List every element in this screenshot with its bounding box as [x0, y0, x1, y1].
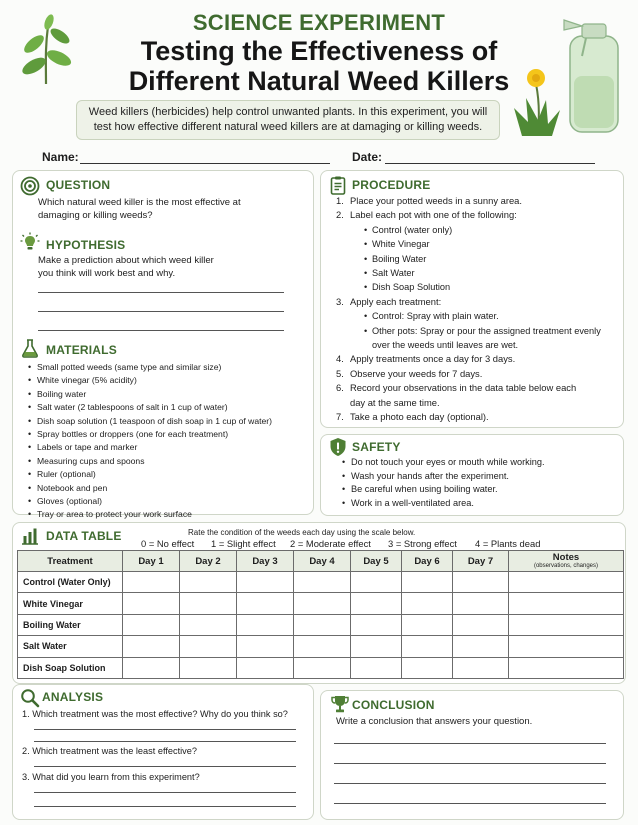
table-cell[interactable]	[453, 614, 509, 635]
table-row	[18, 614, 624, 635]
table-cell[interactable]	[123, 636, 180, 657]
list-item: • Dish Soap Solution	[364, 280, 620, 294]
list-item: • Other pots: Spray or pour the assigned treatment evenly over the weeds until leaves are wet.	[364, 324, 604, 353]
notes-header-sub: (observations, changes)	[533, 562, 599, 569]
col-header: Day 2	[180, 551, 237, 572]
flask-icon	[20, 338, 40, 358]
table-cell[interactable]	[453, 657, 509, 678]
conclusion-line-2[interactable]	[334, 763, 606, 764]
row-label: Dish Soap Solution	[18, 657, 123, 678]
bar-chart-icon	[20, 526, 40, 546]
table-cell[interactable]	[294, 657, 351, 678]
step-2-sublist	[364, 223, 620, 295]
table-cell[interactable]	[180, 636, 237, 657]
col-header: Day 4	[294, 551, 351, 572]
hypothesis-answer-line-3[interactable]	[38, 330, 284, 331]
table-cell[interactable]	[294, 572, 351, 593]
conclusion-title: CONCLUSION	[352, 698, 435, 712]
table-cell[interactable]	[123, 614, 180, 635]
list-item: • Spray bottles or droppers (one for each treatment)	[28, 428, 310, 441]
table-cell[interactable]	[123, 572, 180, 593]
hypothesis-title: HYPOTHESIS	[46, 238, 126, 252]
question-title: QUESTION	[46, 178, 111, 192]
title-line-1: Testing the Effectiveness of	[140, 36, 498, 66]
table-cell[interactable]	[509, 572, 624, 593]
table-cell[interactable]	[237, 636, 294, 657]
table-cell[interactable]	[402, 636, 453, 657]
procedure-step: 3. Apply each treatment: • Control: Spray with plain water. • Other pots: Spray or pour the assigned treatment evenly over the weeds until leaves are wet.	[336, 295, 620, 353]
list-item: • Control (water only)	[364, 223, 620, 237]
col-header: Day 6	[402, 551, 453, 572]
table-cell[interactable]	[237, 593, 294, 614]
table-cell[interactable]	[351, 614, 402, 635]
hypothesis-answer-line-2[interactable]	[38, 311, 284, 312]
notes-header-label: Notes	[552, 551, 580, 563]
procedure-step: 5. Observe your weeds for 7 days.	[336, 367, 483, 379]
table-cell[interactable]	[123, 593, 180, 614]
table-cell[interactable]	[509, 614, 624, 635]
list-item: • Boiling water	[28, 388, 310, 401]
scale-item-1: 1 = Slight effect	[211, 538, 276, 549]
table-cell[interactable]	[237, 657, 294, 678]
table-cell[interactable]	[351, 657, 402, 678]
list-item: • Salt water (2 tablespoons of salt in 1 cup of water)	[28, 401, 310, 414]
table-cell[interactable]	[237, 614, 294, 635]
table-cell[interactable]	[402, 657, 453, 678]
row-label: Control (Water Only)	[18, 572, 123, 593]
materials-list	[28, 361, 310, 522]
conclusion-line-1[interactable]	[334, 743, 606, 744]
table-cell[interactable]	[123, 657, 180, 678]
title-line-2: Different Natural Weed Killers	[128, 66, 510, 96]
date-label: Date:	[352, 150, 383, 164]
materials-title: MATERIALS	[46, 343, 117, 357]
analysis-q3: 3. What did you learn from this experiment?	[22, 772, 200, 782]
intro-box: Weed killers (herbicides) help control unwanted plants. In this experiment, you will test how effective different natural weed killers are at damaging or killing weeds.	[76, 100, 500, 140]
list-item: • Labels or tape and marker	[28, 441, 310, 454]
row-label: Boiling Water	[18, 614, 123, 635]
col-header: Day 5	[351, 551, 402, 572]
data-table	[17, 550, 624, 679]
procedure-title: PROCEDURE	[352, 178, 431, 192]
table-cell[interactable]	[180, 657, 237, 678]
procedure-step: 6. Record your observations in the data table below each day at the same time.	[336, 382, 577, 408]
list-item: • Do not touch your eyes or mouth while working.	[342, 456, 618, 470]
list-item: • Wash your hands after the experiment.	[342, 470, 618, 484]
table-cell[interactable]	[351, 636, 402, 657]
lightbulb-icon	[20, 232, 40, 252]
table-cell[interactable]	[402, 572, 453, 593]
table-row	[18, 593, 624, 614]
shield-icon	[328, 437, 348, 457]
target-icon	[20, 176, 40, 196]
conclusion-text: Write a conclusion that answers your question.	[336, 716, 533, 727]
safety-list	[342, 456, 618, 510]
list-item: • Small potted weeds (same type and similar size)	[28, 361, 310, 374]
table-cell[interactable]	[351, 593, 402, 614]
table-cell[interactable]	[351, 572, 402, 593]
question-text: Which natural weed killer is the most effective at damaging or killing weeds?	[38, 197, 241, 221]
name-label: Name:	[42, 150, 79, 164]
date-line[interactable]	[385, 163, 595, 164]
list-item: • Ruler (optional)	[28, 468, 310, 481]
table-cell[interactable]	[509, 636, 624, 657]
conclusion-line-4[interactable]	[334, 803, 606, 804]
table-cell[interactable]	[294, 636, 351, 657]
scale-item-4: 4 = Plants dead	[475, 538, 541, 549]
table-cell[interactable]	[294, 593, 351, 614]
scale-item-3: 3 = Strong effect	[388, 538, 457, 549]
procedure-step: 4. Apply treatments once a day for 3 days.	[336, 353, 516, 365]
step-3-sublist	[364, 309, 604, 352]
list-item: • Control: Spray with plain water.	[364, 309, 604, 323]
procedure-step: 1. Place your potted weeds in a sunny area.	[336, 195, 522, 206]
scale-item-2: 2 = Moderate effect	[290, 538, 371, 549]
table-cell[interactable]	[180, 593, 237, 614]
scale-item-0: 0 = No effect	[141, 538, 195, 549]
col-header: Day 3	[237, 551, 294, 572]
list-item: • Dish soap solution (1 teaspoon of dish soap in 1 cup of water)	[28, 415, 310, 428]
table-cell[interactable]	[180, 614, 237, 635]
table-cell[interactable]	[509, 593, 624, 614]
row-label: White Vinegar	[18, 593, 123, 614]
list-item: • Be careful when using boiling water.	[342, 483, 618, 497]
table-row	[18, 572, 624, 593]
trophy-icon	[330, 694, 350, 714]
col-header: Day 1	[123, 551, 180, 572]
analysis-q3-line-2[interactable]	[34, 806, 296, 807]
col-header: Treatment	[18, 551, 123, 572]
list-item: • White Vinegar	[364, 237, 620, 251]
table-cell[interactable]	[402, 614, 453, 635]
col-header-notes	[509, 551, 624, 572]
analysis-title: ANALYSIS	[42, 690, 104, 704]
table-cell[interactable]	[453, 636, 509, 657]
procedure-steps	[336, 194, 620, 425]
list-item: • Salt Water	[364, 266, 620, 280]
table-cell[interactable]	[402, 593, 453, 614]
list-item: • Measuring cups and spoons	[28, 455, 310, 468]
conclusion-line-3[interactable]	[334, 783, 606, 784]
table-row	[18, 657, 624, 678]
scale-caption: Rate the condition of the weeds each day using the scale below.	[188, 528, 416, 537]
list-item: • White vinegar (5% acidity)	[28, 374, 310, 387]
table-cell[interactable]	[453, 572, 509, 593]
table-cell[interactable]	[180, 572, 237, 593]
analysis-q2: 2. Which treatment was the least effective?	[22, 746, 197, 756]
clipboard-icon	[328, 175, 348, 195]
row-label: Salt Water	[18, 636, 123, 657]
table-cell[interactable]	[509, 657, 624, 678]
col-header: Day 7	[453, 551, 509, 572]
list-item: • Boiling Water	[364, 252, 620, 266]
table-row	[18, 636, 624, 657]
hypothesis-text: Make a prediction about which weed killer you think will work best and why.	[38, 255, 214, 279]
analysis-q2-line[interactable]	[34, 766, 296, 767]
list-item: • Gloves (optional)	[28, 495, 310, 508]
table-header-row	[18, 551, 624, 572]
table-cell[interactable]	[453, 593, 509, 614]
magnifier-icon	[20, 688, 40, 708]
list-item: • Work in a well-ventilated area.	[342, 497, 618, 511]
table-cell[interactable]	[237, 572, 294, 593]
list-item: • Tray or area to protect your work surface	[28, 508, 310, 521]
safety-title: SAFETY	[352, 440, 401, 454]
list-item: • Notebook and pen	[28, 482, 310, 495]
table-cell[interactable]	[294, 614, 351, 635]
procedure-step: 2. Label each pot with one of the following: • Control (water only) • White Vinegar • Boiling Water • Salt Water • Dish Soap Solution	[336, 208, 620, 294]
data-table-title: DATA TABLE	[46, 529, 122, 543]
name-line[interactable]	[80, 163, 330, 164]
procedure-step: 7. Take a photo each day (optional).	[336, 411, 489, 423]
analysis-q1-line-2[interactable]	[34, 741, 296, 742]
hypothesis-answer-line-1[interactable]	[38, 292, 284, 293]
analysis-q3-line-1[interactable]	[34, 792, 296, 793]
analysis-q1: 1. Which treatment was the most effective? Why do you think so?	[22, 709, 288, 719]
analysis-q1-line-1[interactable]	[34, 729, 296, 730]
header-kicker: SCIENCE EXPERIMENT	[192, 10, 446, 35]
